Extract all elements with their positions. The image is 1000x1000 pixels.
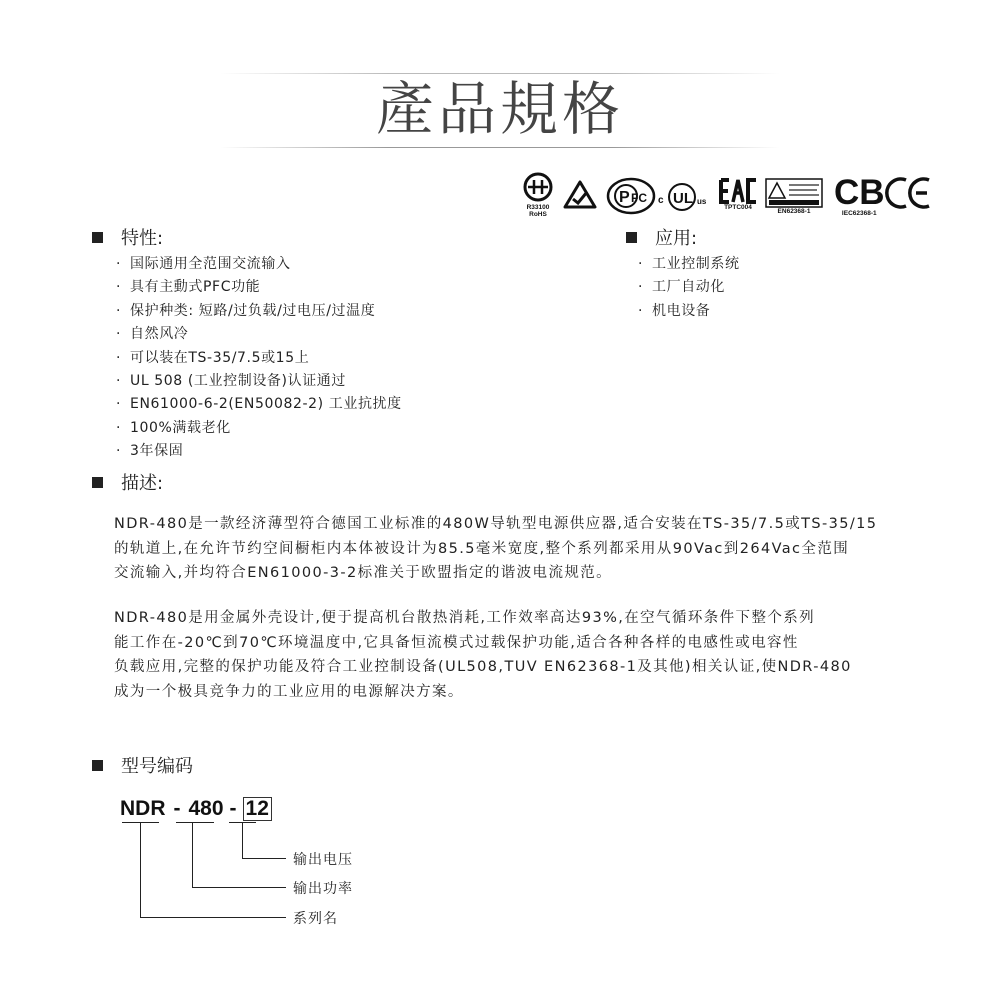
eac-caption: TPTC004: [724, 204, 752, 211]
title-bottom-rule: [220, 147, 780, 148]
applications-section: [626, 228, 740, 323]
model-encoding-section: [92, 756, 193, 778]
model-separator: -: [173, 797, 181, 820]
features-list: [116, 253, 402, 464]
power-underline: [176, 822, 214, 823]
tuv-caption: EN62368-1: [777, 208, 811, 215]
model-series: NDR: [120, 797, 166, 820]
rcm-icon: [563, 180, 597, 210]
eac-mark: [718, 178, 758, 204]
list-item: · 国际通用全范围交流输入: [116, 253, 402, 276]
bullet-dot-icon: ·: [116, 279, 122, 296]
model-separator: -: [229, 797, 237, 820]
tuv-mark: [765, 178, 823, 208]
voltage-connector-h: [242, 858, 286, 859]
bsmi-mark: [520, 172, 556, 204]
description-heading: [92, 473, 163, 495]
applications-heading-text: 应用:: [655, 228, 698, 249]
list-item: · 工厂自动化: [638, 276, 740, 299]
list-item: · 可以装在TS-35/7.5或15上: [116, 347, 402, 370]
paragraph-line: 交流输入,并均符合EN61000-3-2标准关于欧盟指定的谐波电流规范。: [114, 565, 613, 582]
description-section: [92, 473, 163, 495]
features-heading-text: 特性:: [121, 228, 164, 249]
applications-list: [638, 253, 740, 323]
list-item: · 机电设备: [638, 300, 740, 323]
pfc-mark: [606, 176, 656, 216]
model-code: [120, 797, 272, 821]
bullet-dot-icon: ·: [116, 349, 122, 366]
features-section: [92, 228, 402, 464]
rcm-mark: [563, 180, 597, 210]
label-output-voltage: 输出电压: [293, 852, 353, 868]
description-paragraph-2: [114, 606, 914, 705]
cul-us-icon: [658, 180, 708, 214]
bullet-dot-icon: ·: [116, 326, 122, 343]
features-heading: [92, 228, 402, 250]
cul-mark: [658, 180, 708, 214]
label-series-name: 系列名: [293, 911, 338, 927]
bullet-dot-icon: ·: [638, 302, 644, 319]
list-item: · 工业控制系统: [638, 253, 740, 276]
paragraph-line: 负载应用,完整的保护功能及符合工业控制设备(UL508,TUV EN62368-1及其他)相关认证,使NDR-480: [114, 659, 852, 676]
bullet-dot-icon: ·: [116, 443, 122, 460]
list-item: · UL 508 (工业控制设备)认证通过: [116, 370, 402, 393]
ce-mark: [885, 174, 933, 212]
bullet-dot-icon: ·: [116, 302, 122, 319]
ce-icon: [885, 174, 933, 212]
power-connector-h: [192, 887, 286, 888]
bullet-dot-icon: ·: [116, 396, 122, 413]
bsmi-icon: [520, 172, 556, 218]
square-bullet-icon: [92, 232, 103, 243]
svg-text:us: us: [697, 197, 707, 206]
applications-heading: [626, 228, 740, 250]
bullet-dot-icon: ·: [116, 373, 122, 390]
square-bullet-icon: [626, 232, 637, 243]
cb-mark: CB: [834, 173, 885, 212]
svg-text:c: c: [658, 195, 664, 206]
cb-icon: [834, 173, 885, 217]
description-heading-text: 描述:: [121, 473, 164, 494]
series-connector-v: [140, 823, 141, 918]
cb-caption: IEC62368-1: [841, 210, 877, 217]
list-item: · 100%满载老化: [116, 417, 402, 440]
list-item: · 保护种类: 短路/过负载/过电压/过温度: [116, 300, 402, 323]
square-bullet-icon: [92, 760, 103, 771]
list-item: · 具有主動式PFC功能: [116, 276, 402, 299]
page-title: 產品規格: [375, 75, 624, 143]
label-output-power: 输出功率: [293, 881, 353, 897]
series-connector-h: [140, 917, 286, 918]
svg-text:P: P: [619, 189, 630, 206]
svg-text:FC: FC: [631, 191, 647, 205]
bsmi-caption-2: RoHS: [529, 211, 547, 218]
bullet-dot-icon: ·: [116, 419, 122, 436]
bullet-dot-icon: ·: [116, 256, 122, 272]
list-item: · 自然风冷: [116, 323, 402, 346]
list-item: · 3年保固: [116, 440, 402, 463]
model-encoding-heading-text: 型号编码: [121, 756, 193, 777]
model-power: 480: [188, 797, 224, 820]
paragraph-line: 成为一个极具竞争力的工业应用的电源解决方案。: [114, 684, 464, 701]
paragraph-line: NDR-480是一款经济薄型符合德国工业标准的480W导轨型电源供应器,适合安装在TS-35/7.5或TS-35/15: [114, 516, 878, 532]
tuv-icon: [765, 178, 823, 215]
pfc-eac-icon: [606, 176, 656, 216]
bsmi-caption-1: R33100: [526, 204, 550, 211]
bullet-dot-icon: ·: [638, 279, 644, 296]
voltage-connector-v: [242, 823, 243, 859]
description-paragraph-1: [114, 512, 914, 586]
bullet-dot-icon: ·: [638, 256, 644, 272]
model-voltage-box: 12: [243, 797, 272, 821]
model-encoding-heading: [92, 756, 193, 778]
paragraph-line: 能工作在-20℃到70℃环境温度中,它具备恒流模式过载保护功能,适合各种各样的电感性或电容性: [114, 634, 799, 651]
list-item: · EN61000-6-2(EN50082-2) 工业抗扰度: [116, 393, 402, 416]
power-connector-v: [192, 823, 193, 888]
eac-icon: [718, 178, 758, 211]
paragraph-line: 的轨道上,在允许节约空间橱柜内本体被设计为85.5毫米宽度,整个系列都采用从90Vac到264Vac全范围: [114, 540, 850, 557]
svg-text:UL: UL: [673, 190, 693, 207]
square-bullet-icon: [92, 477, 103, 488]
paragraph-line: NDR-480是用金属外壳设计,便于提高机台散热消耗,工作效率高达93%,在空气循环条件下整个系列: [114, 610, 816, 626]
